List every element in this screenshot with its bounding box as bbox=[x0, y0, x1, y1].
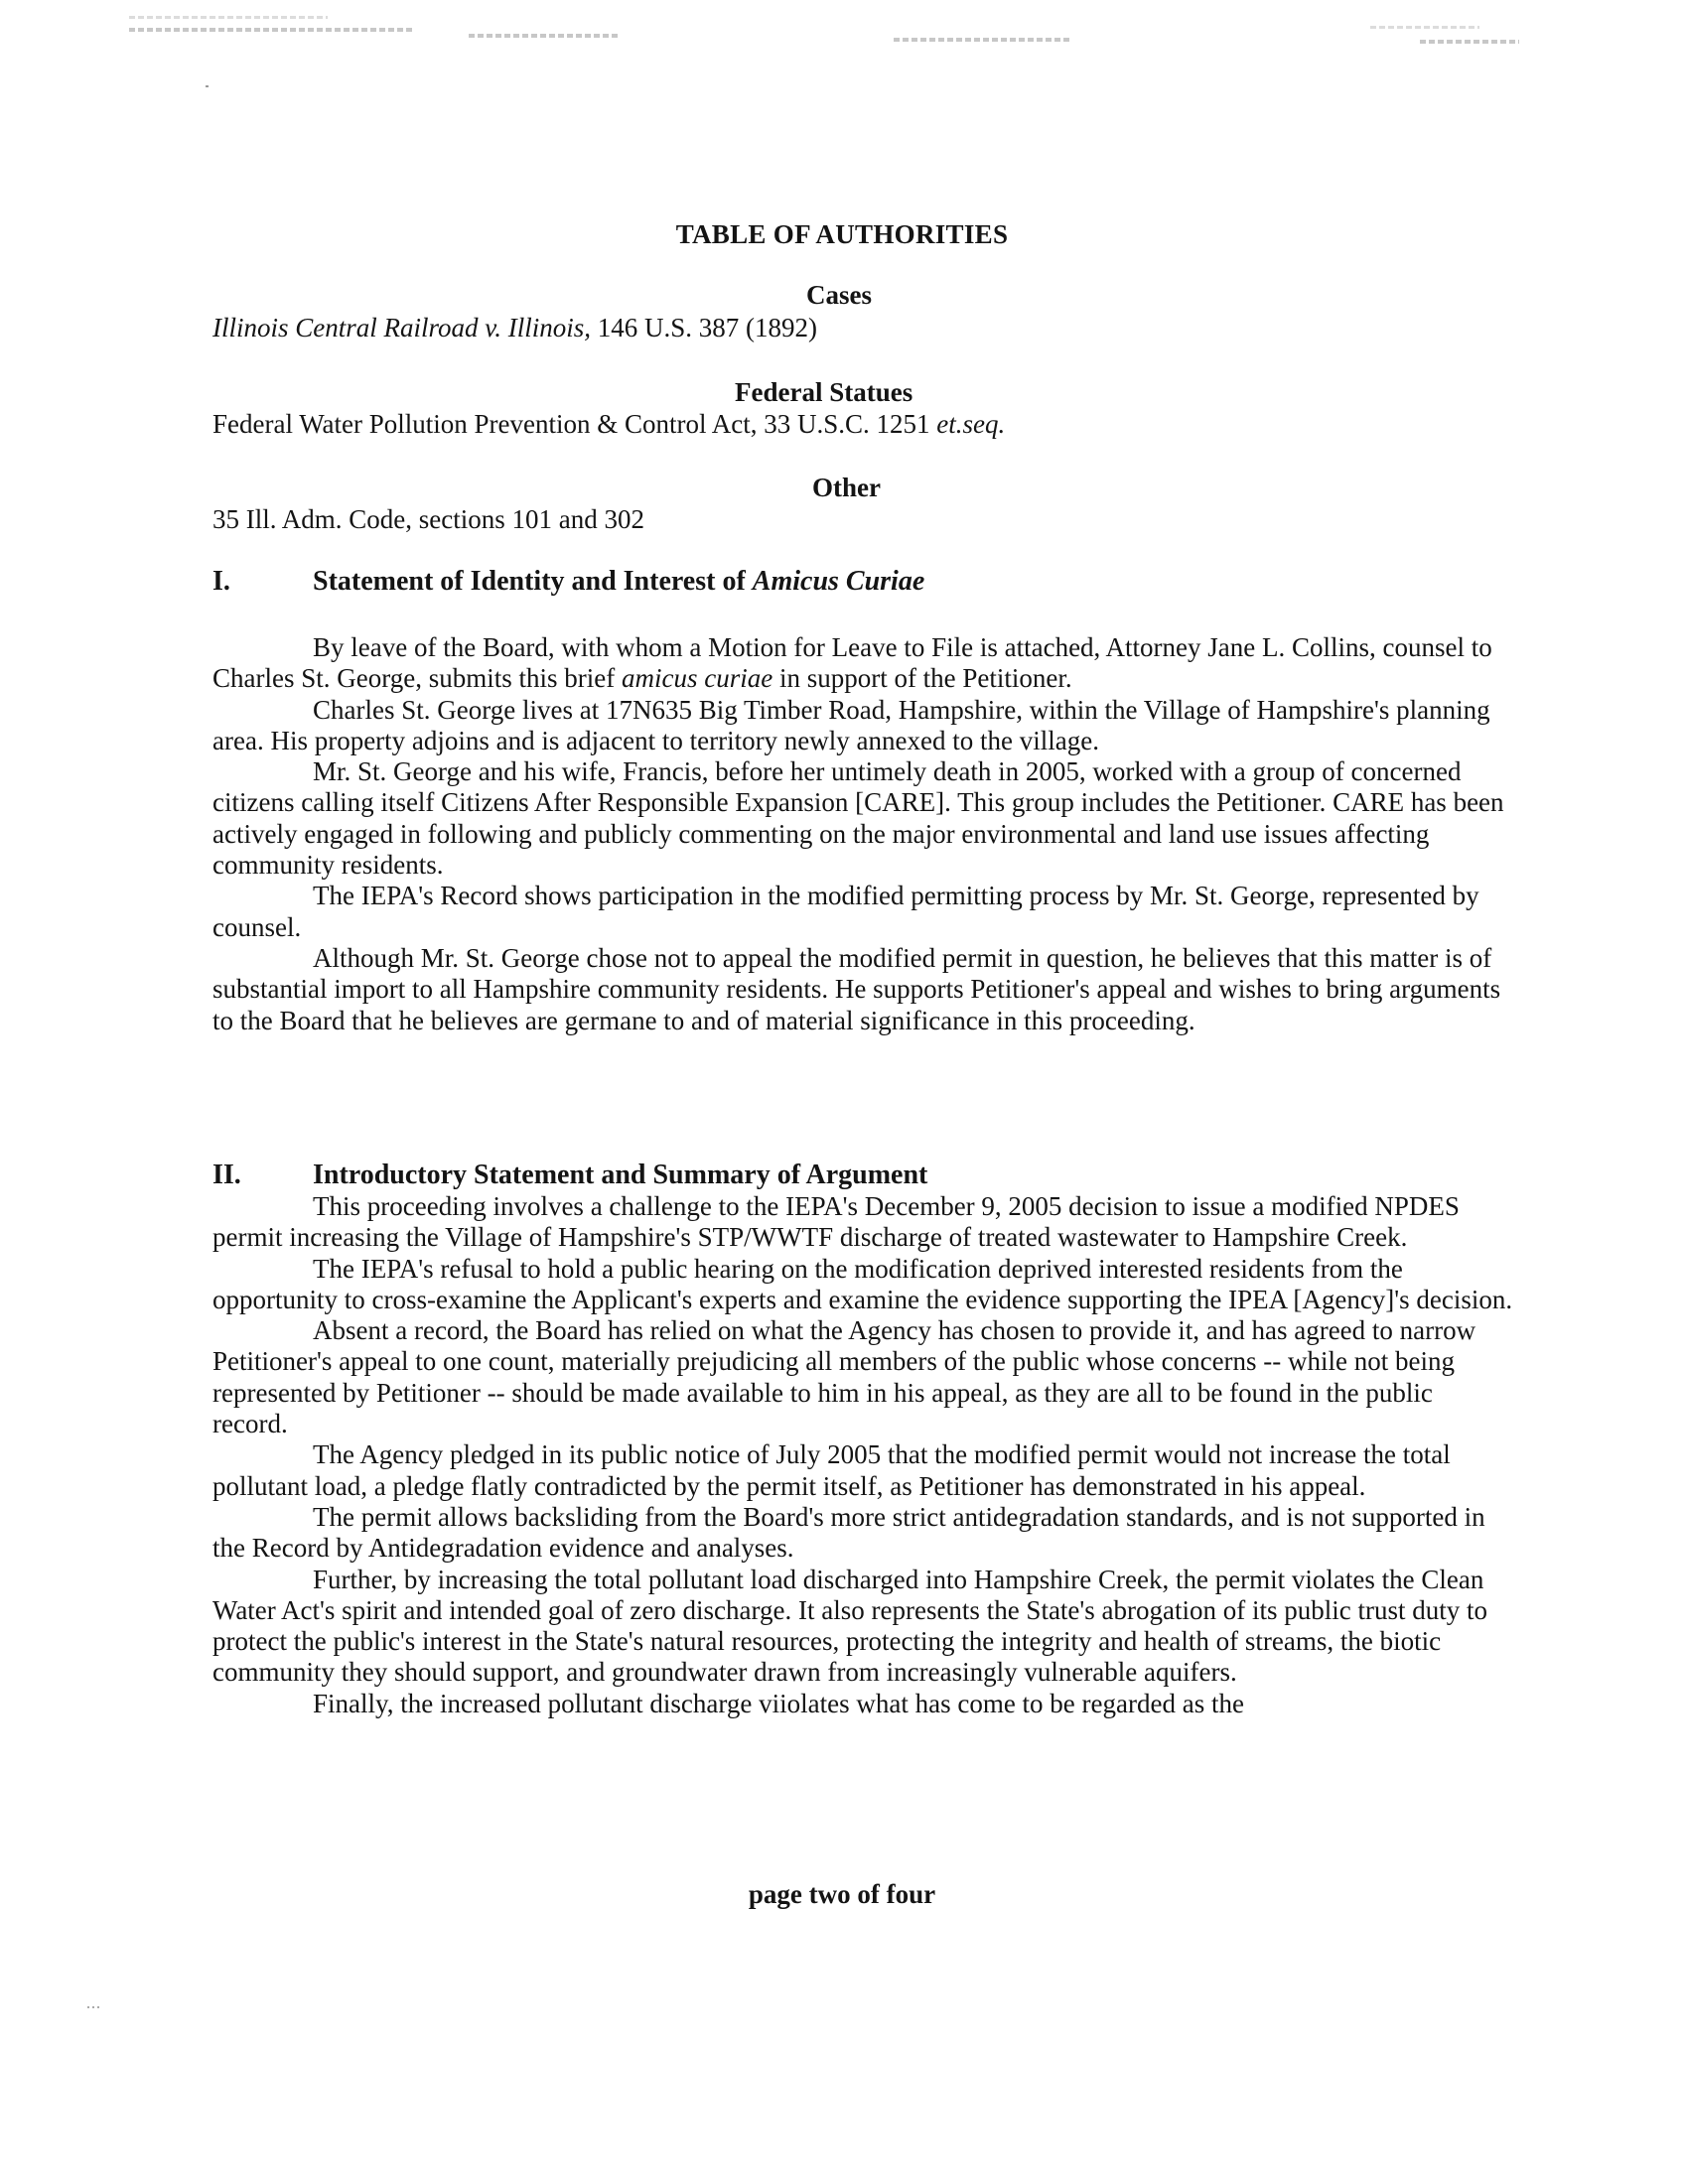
section-1-heading bbox=[212, 566, 924, 598]
section-1-number: I. bbox=[212, 566, 230, 597]
paragraph: This proceeding involves a challenge to the IEPA's December 9, 2005 decision to issue a modified NPDES permit increasing the Village of Hampshire's STP/WWTF discharge of treated wastewater to Hampshire Creek. bbox=[212, 1191, 1460, 1253]
paragraph: Finally, the increased pollutant discharge viiolates what has come to be regarded as the bbox=[313, 1688, 1244, 1718]
page-footer: page two of four bbox=[748, 1879, 936, 1909]
paragraph: The IEPA's refusal to hold a public hearing on the modification deprived interested residents from the opportunity to cross-examine the Applicant's experts and examine the evidence supporting the IPEA [Agency]'s decision. bbox=[212, 1253, 1513, 1314]
fax-header-mark bbox=[1420, 40, 1519, 44]
cases-heading: Cases bbox=[806, 280, 872, 310]
scan-speck bbox=[206, 85, 209, 87]
fax-header-mark bbox=[894, 38, 1072, 42]
case-citation bbox=[212, 313, 817, 343]
federal-statutes-heading: Federal Statues bbox=[735, 377, 913, 407]
case-cite: 146 U.S. 387 (1892) bbox=[591, 313, 817, 342]
paragraph-text: By leave of the Board, with whom a Motion for Leave to File is attached, Attorney Jane L. Collins, counsel to Charles St. George, submits this brief bbox=[212, 632, 1492, 694]
paragraph: The IEPA's Record shows participation in the modified permitting process by Mr. St. George, represented by counsel. bbox=[212, 881, 1479, 942]
paragraph: The Agency pledged in its public notice of July 2005 that the modified permit would not increase the total pollutant load, a pledge flatly contradicted by the permit itself, as Petitioner has demonstrated in his appeal. bbox=[212, 1439, 1451, 1501]
page-title: TABLE OF AUTHORITIES bbox=[675, 219, 1009, 249]
section-1-heading-text: Statement of Identity and Interest of bbox=[313, 566, 753, 597]
federal-statute-text: Federal Water Pollution Prevention & Control Act, 33 U.S.C. 1251 bbox=[212, 409, 937, 439]
other-authority: 35 Ill. Adm. Code, sections 101 and 302 bbox=[212, 504, 644, 534]
et-seq: et.seq. bbox=[936, 409, 1006, 439]
section-1-heading-italic: Amicus Curiae bbox=[752, 566, 925, 597]
other-heading: Other bbox=[812, 473, 881, 502]
section-2-number: II. bbox=[212, 1160, 241, 1190]
federal-statute-citation bbox=[212, 409, 1005, 440]
scan-speck bbox=[87, 2006, 99, 2008]
fax-header-mark bbox=[469, 34, 618, 38]
fax-header-mark bbox=[129, 28, 412, 32]
paragraph bbox=[212, 632, 1513, 695]
fax-header-mark bbox=[1370, 26, 1479, 29]
paragraph: Although Mr. St. George chose not to appeal the modified permit in question, he believes that this matter is of substantial import to all Hampshire community residents. He supports Petitioner's appeal and wishes to bring arguments to the Board that he believes are germane to and of material significance in this proceeding. bbox=[212, 942, 1501, 1035]
case-name: Illinois Central Railroad v. Illinois, bbox=[212, 313, 591, 342]
paragraph-text: in support of the Petitioner. bbox=[772, 663, 1072, 694]
section-2-heading-text: Introductory Statement and Summary of Argument bbox=[313, 1160, 928, 1190]
amicus-curiae-italic: amicus curiae bbox=[621, 663, 773, 694]
section-2-heading bbox=[212, 1160, 927, 1191]
paragraph: Further, by increasing the total pollutant load discharged into Hampshire Creek, the permit violates the Clean Water Act's spirit and intended goal of zero discharge. It also represents the State's abrogation of its public trust duty to protect the public's interest in the State's natural resources, protecting the integrity and health of streams, the biotic community they should support, and groundwater drawn from increasingly vulnerable aquifers. bbox=[212, 1564, 1487, 1688]
paragraph: Mr. St. George and his wife, Francis, before her untimely death in 2005, worked with a group of concerned citizens calling itself Citizens After Responsible Expansion [CARE]. This group includes the Petitioner. CARE has been actively engaged in following and publicly commenting on the major environmental and land use issues affecting community residents. bbox=[212, 756, 1504, 881]
fax-header-mark bbox=[129, 16, 328, 19]
paragraph: The permit allows backsliding from the Board's more strict antidegradation standards, and is not supported in the Record by Antidegradation evidence and analyses. bbox=[212, 1501, 1485, 1564]
section-2-body bbox=[212, 1191, 1513, 1719]
paragraph: Charles St. George lives at 17N635 Big Timber Road, Hampshire, within the Village of Hampshire's planning area. His property adjoins and is adjacent to territory newly annexed to the village. bbox=[212, 694, 1490, 755]
section-1-body bbox=[212, 632, 1513, 1036]
paragraph: Absent a record, the Board has relied on what the Agency has chosen to provide it, and has agreed to narrow Petitioner's appeal to one count, materially prejudicing all members of the public whose concerns -- while not being represented by Petitioner -- should be made available to him in his appeal, as they are all to be found in the public record. bbox=[212, 1315, 1476, 1439]
